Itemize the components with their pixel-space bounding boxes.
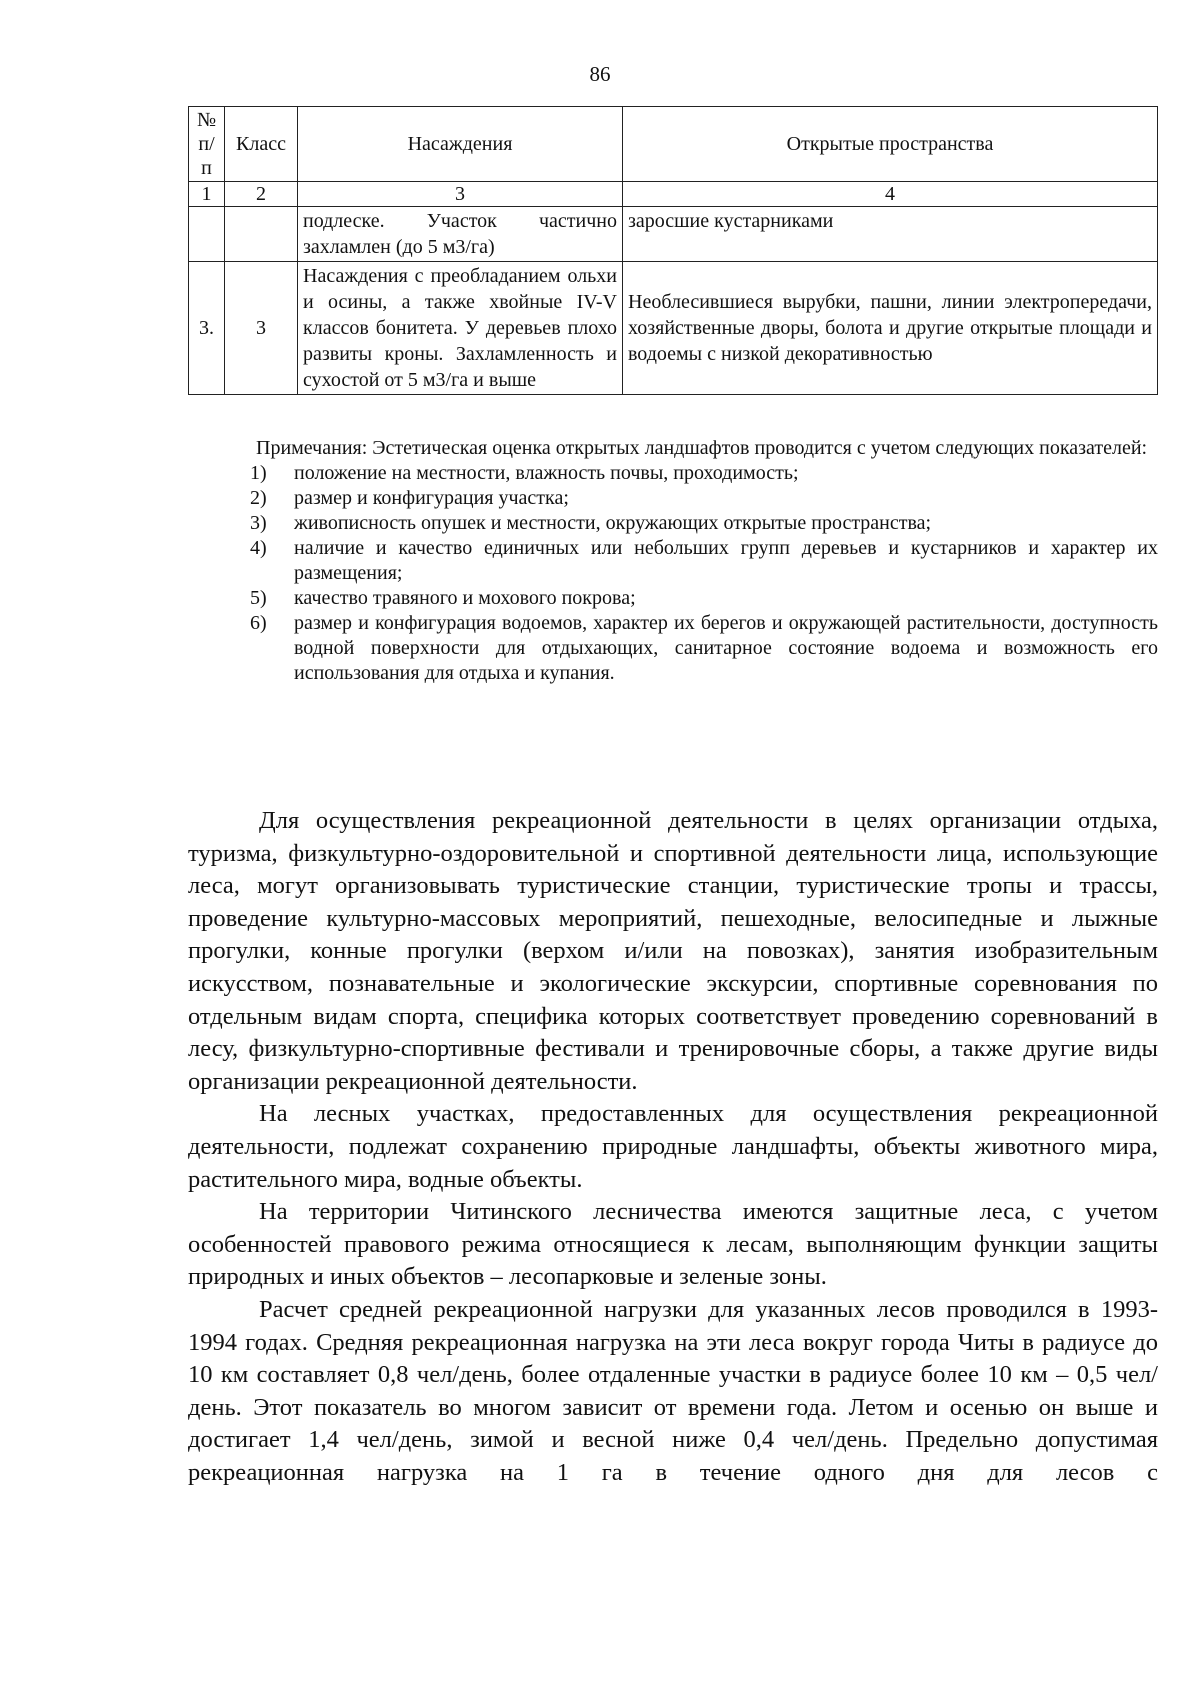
paragraph: Для осуществления рекреационной деятельности в целях организации отдыха, туризма, физкультурно-оздоровительной и спортивной деятельности лица, использующие леса, могут организовывать туристические станции, туристические тропы и трассы, проведение культурно-массовых мероприятий, пешеходные, велосипедные и лыжные прогулки, конные прогулки (верхом и/или на повозках), занятия изобразительным искусством, познавательные и экологические экскурсии, спортивные соревнования по отдельным видам спорта, специфика которых соответствует проведению соревнований в лесу, физкультурно-спортивные фестивали и тренировочные сборы, а также другие виды организации рекреационной деятельности. [188,807,1158,1095]
list-item [188,536,1158,586]
list-item-number: 4) [250,537,267,559]
page-number: 86 [589,62,611,86]
notes-intro: Примечания: Эстетическая оценка открытых ландшафтов проводится с учетом следующих показателей: [256,437,1148,459]
row-plantings: подлеске. Участок частично захламлен (до 5 м3/га) [298,207,623,262]
list-item-number: 2) [250,487,267,509]
list-item [188,486,1158,511]
paragraph: На территории Читинского лесничества имеются защитные леса, с учетом особенностей правового режима относящиеся к лесам, выполняющим функции защиты природных и иных объектов – лесопарковые и зеленые зоны. [188,1198,1158,1291]
row-number [189,207,225,262]
column-number: 4 [623,182,1158,207]
body-text [188,805,1158,1489]
table-row [189,207,1158,262]
column-number: 2 [225,182,298,207]
column-number-row [189,182,1158,207]
list-item-text: качество травяного и мохового покрова; [294,587,636,609]
header-class: Класс [225,107,298,182]
header-number: № п/п [189,107,225,182]
recreation-class-table [188,106,1158,395]
row-class: 3 [225,262,298,395]
row-number: 3. [189,262,225,395]
list-item-text: положение на местности, влажность почвы, проходимость; [294,462,799,484]
list-item-number: 1) [250,462,267,484]
column-number: 3 [298,182,623,207]
list-item [188,586,1158,611]
list-item [188,461,1158,486]
list-item-number: 5) [250,587,267,609]
list-item-text: наличие и качество единичных или небольших групп деревьев и кустарников и характер их размещения; [294,537,1158,584]
table-row [189,262,1158,395]
header-plantings: Насаждения [298,107,623,182]
column-number: 1 [189,182,225,207]
list-item-number: 6) [250,612,267,634]
list-item [188,511,1158,536]
row-plantings: Насаждения с преобладанием ольхи и осины, а также хвойные IV-V классов бонитета. У деревьев плохо развиты кроны. Захламленность и сухостой от 5 м3/га и выше [298,262,623,395]
list-item-number: 3) [250,512,267,534]
notes-list [188,461,1158,686]
row-open-spaces: Необлесившиеся вырубки, пашни, линии электропередачи, хозяйственные дворы, болота и другие открытые площади и водоемы с низкой декоративностью [623,262,1158,395]
notes-section [188,436,1158,686]
header-open-spaces: Открытые пространства [623,107,1158,182]
paragraph: Расчет средней рекреационной нагрузки для указанных лесов проводился в 1993-1994 годах. Средняя рекреационная нагрузка на эти леса вокруг города Читы в радиусе до 10 км составляет 0,8 чел/день, более отдаленные участки в радиусе более 10 км – 0,5 чел/день. Этот показатель во многом зависит от времени года. Летом и осенью он выше и достигает 1,4 чел/день, зимой и весной ниже 0,4 чел/день. Предельно допустимая рекреационная нагрузка на 1 га в течение одного дня для лесов с [188,1295,1158,1486]
row-open-spaces: заросшие кустарниками [623,207,1158,262]
list-item-text: размер и конфигурация участка; [294,487,569,509]
list-item-text: размер и конфигурация водоемов, характер их берегов и окружающей растительности, доступность водной поверхности для отдыхающих, санитарное состояние водоема и возможность его использования для отдыха и купания. [294,612,1158,684]
list-item-text: живописность опушек и местности, окружающих открытые пространства; [294,512,932,534]
table-header-row [189,107,1158,182]
row-class [225,207,298,262]
list-item [188,611,1158,686]
paragraph: На лесных участках, предоставленных для осуществления рекреационной деятельности, подлежат сохранению природные ландшафты, объекты животного мира, растительного мира, водные объекты. [188,1100,1158,1193]
